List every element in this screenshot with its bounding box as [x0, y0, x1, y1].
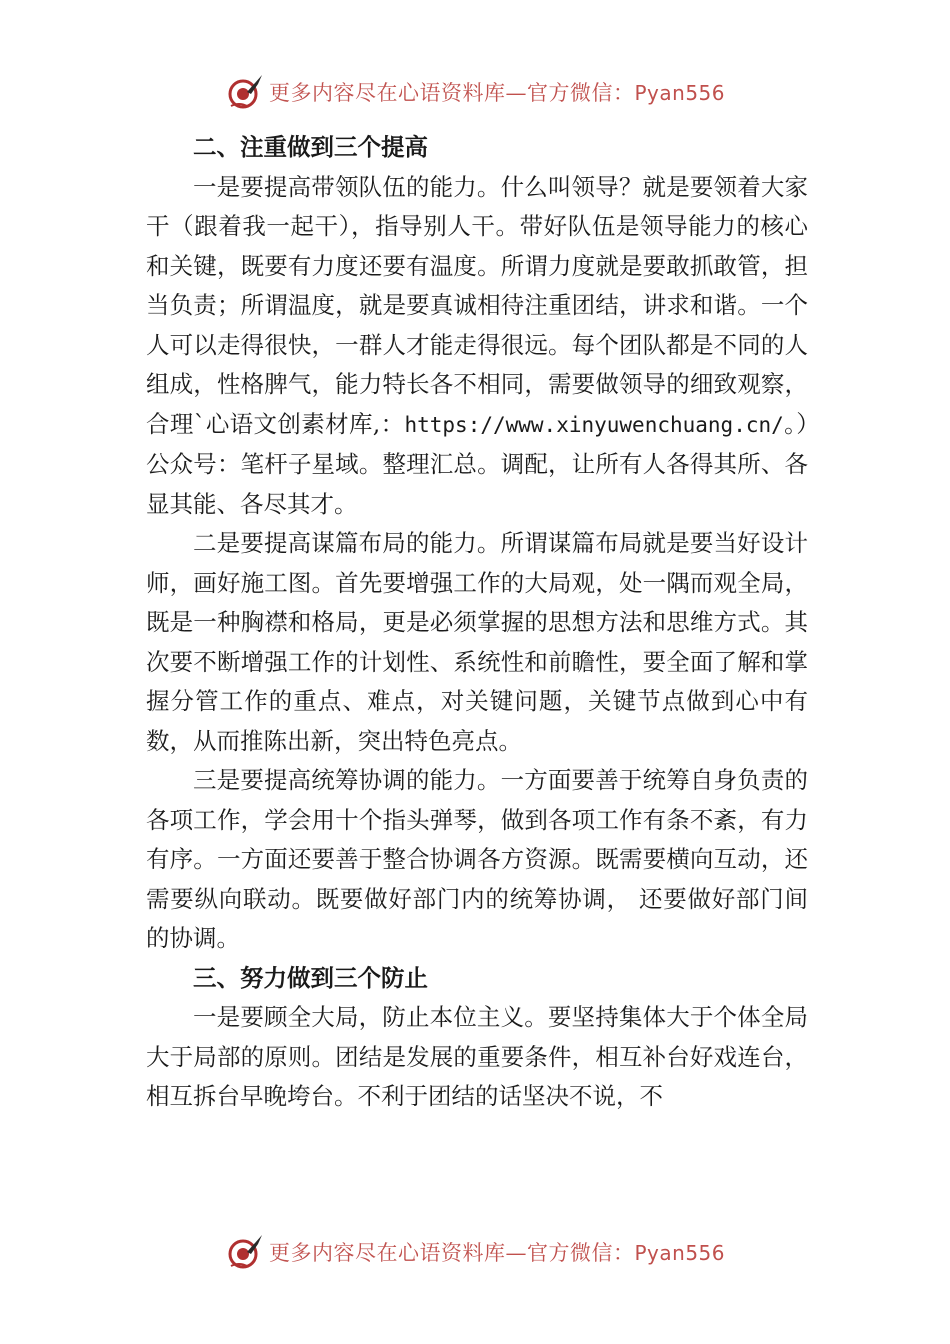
paragraph-planning: 二是要提高谋篇布局的能力。所谓谋篇布局就是要当好设计师，画好施工图。首先要增强工作的大局观，处一隅而观全局，既是一种胸襟和格局，更是必须掌握的思想方法和思维方式。其次要不断增强工作的计划性、系统性和前瞻性，要全面了解和掌握分管工作的重点、难点，对关键问题，关键节点做到心中有数，从而推陈出新，突出特色亮点。 — [146, 529, 808, 755]
banner-text — [269, 77, 725, 107]
section-heading-3: 三、努力做到三个防止 — [193, 963, 428, 992]
quill-ink-logo-icon — [225, 1232, 265, 1272]
footer-banner — [0, 1230, 950, 1274]
header-banner — [0, 70, 950, 114]
paragraph-text: 。）公众号：笔杆子星域。整理汇总。调配，让所有人各得其所、各显其能、各尽其才。 — [146, 409, 808, 518]
url-text: https://www.xinyuwenchuang.cn/ — [404, 412, 784, 437]
banner-text — [269, 1237, 725, 1267]
banner-prefix: 更多内容尽在心语资料库—官方微信： — [268, 1241, 635, 1265]
quill-ink-logo-icon — [225, 72, 265, 112]
wechat-id: Pyan556 — [634, 1241, 725, 1265]
paragraph-coordination: 三是要提高统筹协调的能力。一方面要善于统筹自身负责的各项工作，学会用十个指头弹琴，做到各项工作有条不紊，有力有序。一方面还要善于整合协调各方资源。既需要横向互动，还需要纵向联动。既要做好部门内的统筹协调， 还要做好部门间的协调。 — [146, 766, 808, 952]
paragraph-leading-team — [146, 168, 808, 525]
document-body — [146, 128, 808, 1117]
banner-prefix: 更多内容尽在心语资料库—官方微信： — [268, 81, 635, 105]
paragraph-overall-situation: 一是要顾全大局，防止本位主义。要坚持集体大于个体全局大于局部的原则。团结是发展的重要条件，相互补台好戏连台，相互拆台早晚垮台。不利于团结的话坚决不说，不 — [146, 1003, 808, 1110]
section-heading-2: 二、注重做到三个提高 — [193, 133, 428, 161]
paragraph-text: 一是要提高带领队伍的能力。什么叫领导？就是要领着大家干（跟着我一起干），指导别人干。带好队伍是领导能力的核心和关键，既要有力度还要有温度。所谓力度就是要敢抓敢管，担当负责；所谓温度，就是要真诚相待注重团结，讲求和谐。一个人可以走得很快，一群人才能走得很远。每个团队都是不同的人组成，性格脾气，能力特长各不相同，需要做领导的细致观察，合理`心语文创素材库,： — [146, 172, 808, 438]
wechat-id: Pyan556 — [634, 81, 725, 105]
